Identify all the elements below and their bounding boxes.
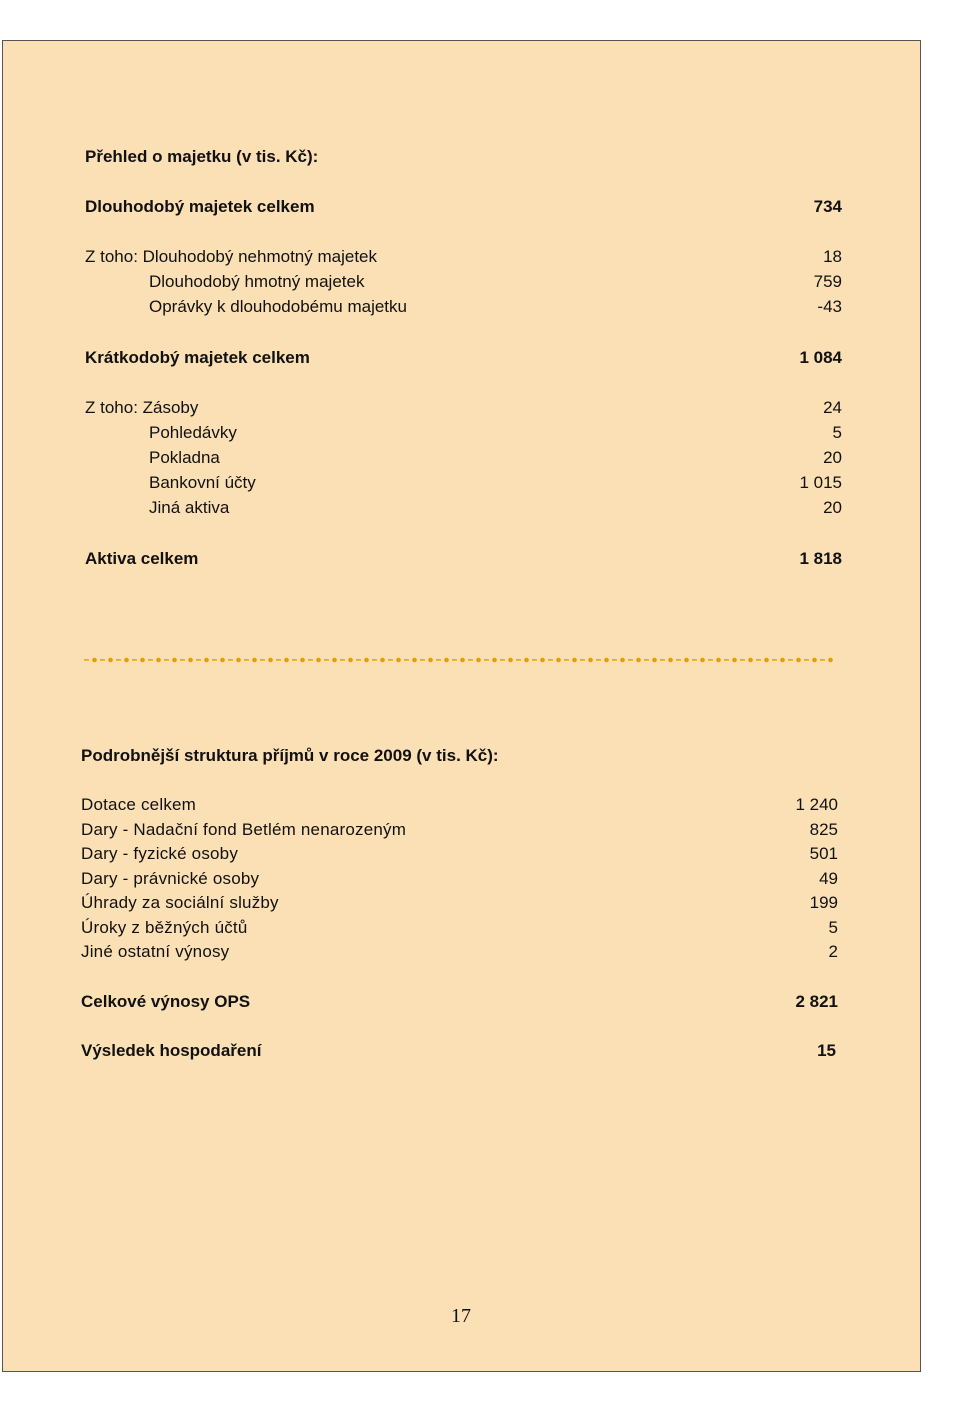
divider-dot: [588, 658, 593, 663]
income-item-label: Úroky z běžných účtů: [81, 918, 248, 937]
divider-dot: [620, 658, 625, 663]
divider-dash: [244, 659, 249, 660]
long-term-total-value: 734: [813, 197, 842, 216]
divider-dot: [348, 658, 353, 663]
divider-dash: [340, 659, 345, 660]
divider-dot: [444, 658, 449, 663]
income-item-label: Dary - Nadační fond Betlém nenarozeným: [81, 820, 407, 839]
divider-dash: [132, 659, 137, 660]
divider-dash: [804, 659, 809, 660]
divider-dot: [380, 658, 385, 663]
assets-total-label: Aktiva celkem: [85, 549, 199, 568]
divider-dot: [204, 658, 209, 663]
divider-dot: [748, 658, 753, 663]
divider-dash: [276, 659, 281, 660]
short-term-item-label: Pohledávky: [149, 423, 237, 442]
document-page: [2, 40, 921, 1372]
assets-total-value: 1 818: [799, 549, 842, 568]
divider-dot: [780, 658, 785, 663]
income-total-value: 2 821: [795, 992, 838, 1011]
divider-dot: [764, 658, 769, 663]
assets-title: Přehled o majetku (v tis. Kč):: [85, 147, 319, 166]
divider-dot: [604, 658, 609, 663]
page-number: 17: [451, 1305, 471, 1327]
divider-dot: [316, 658, 321, 663]
divider-dash: [756, 659, 761, 660]
income-item-value: 2: [828, 942, 838, 961]
divider-dot: [332, 658, 337, 663]
divider-dot: [684, 658, 689, 663]
divider-dot: [300, 658, 305, 663]
divider-dot: [556, 658, 561, 663]
short-term-item-value: 1 015: [799, 473, 842, 492]
income-item-value: 199: [809, 893, 838, 912]
divider-dot: [828, 658, 833, 663]
divider-dash: [628, 659, 633, 660]
divider-dash: [564, 659, 569, 660]
divider-dash: [772, 659, 777, 660]
divider-dash: [116, 659, 121, 660]
short-term-item-value: 5: [832, 423, 842, 442]
long-term-item-label: Z toho: Dlouhodobý nehmotný majetek: [85, 247, 378, 266]
divider-dot: [412, 658, 417, 663]
divider-dash: [676, 659, 681, 660]
divider-dash: [292, 659, 297, 660]
divider-dot: [188, 658, 193, 663]
divider-dash: [468, 659, 473, 660]
income-item-label: Dary - právnické osoby: [81, 869, 260, 888]
income-item-label: Dary - fyzické osoby: [81, 844, 239, 863]
divider-dot: [572, 658, 577, 663]
divider-dot: [524, 658, 529, 663]
income-title: Podrobnější struktura příjmů v roce 2009 (v tis. Kč):: [81, 746, 499, 765]
divider-dash: [196, 659, 201, 660]
divider-dash: [820, 659, 825, 660]
divider-dash: [212, 659, 217, 660]
divider-dot: [252, 658, 257, 663]
divider-dot: [812, 658, 817, 663]
divider-dash: [388, 659, 393, 660]
short-term-item-value: 20: [823, 498, 842, 517]
divider-dot: [636, 658, 641, 663]
divider-dot: [796, 658, 801, 663]
divider-dash: [404, 659, 409, 660]
short-term-total-value: 1 084: [799, 348, 842, 367]
divider-dash: [356, 659, 361, 660]
divider-dash: [260, 659, 265, 660]
income-item-label: Jiné ostatní výnosy: [81, 942, 230, 961]
divider-dot: [716, 658, 721, 663]
income-item-value: 825: [809, 820, 838, 839]
divider-dot: [364, 658, 369, 663]
divider-dash: [692, 659, 697, 660]
divider-dash: [660, 659, 665, 660]
divider-dash: [180, 659, 185, 660]
long-term-item-value: 759: [813, 272, 842, 291]
short-term-item-label: Z toho: Zásoby: [85, 398, 199, 417]
divider-dot: [428, 658, 433, 663]
income-item-label: Úhrady za sociální služby: [81, 893, 279, 912]
income-item-value: 5: [828, 918, 838, 937]
divider-dot: [540, 658, 545, 663]
divider-dot: [268, 658, 273, 663]
divider-dash: [548, 659, 553, 660]
long-term-item-label: Dlouhodobý hmotný majetek: [149, 272, 365, 291]
divider-dot: [652, 658, 657, 663]
divider-dash: [484, 659, 489, 660]
divider-dash: [532, 659, 537, 660]
income-item-label: Dotace celkem: [81, 795, 197, 814]
divider-dot: [732, 658, 737, 663]
long-term-item-value: 18: [823, 247, 842, 266]
divider-dash: [164, 659, 169, 660]
short-term-item-label: Bankovní účty: [149, 473, 256, 492]
divider-dot: [700, 658, 705, 663]
result-label: Výsledek hospodaření: [81, 1041, 262, 1060]
divider-dot: [396, 658, 401, 663]
divider-dash: [84, 659, 89, 660]
divider-dash: [436, 659, 441, 660]
divider-dash: [516, 659, 521, 660]
divider-dash: [500, 659, 505, 660]
divider-dot: [140, 658, 145, 663]
long-term-item-label: Oprávky k dlouhodobému majetku: [149, 297, 407, 316]
long-term-item-value: -43: [817, 297, 842, 316]
short-term-item-label: Pokladna: [149, 448, 220, 467]
divider-dash: [612, 659, 617, 660]
divider-dash: [308, 659, 313, 660]
divider-dash: [420, 659, 425, 660]
divider-dash: [372, 659, 377, 660]
income-item-value: 49: [819, 869, 838, 888]
divider-dash: [708, 659, 713, 660]
divider-dash: [148, 659, 153, 660]
divider-dash: [100, 659, 105, 660]
divider-dot: [156, 658, 161, 663]
decorative-divider: [82, 652, 834, 668]
short-term-item-label: Jiná aktiva: [149, 498, 230, 517]
divider-dot: [284, 658, 289, 663]
income-item-value: 1 240: [795, 795, 838, 814]
divider-dot: [220, 658, 225, 663]
divider-dash: [452, 659, 457, 660]
divider-dot: [236, 658, 241, 663]
divider-dot: [460, 658, 465, 663]
divider-dot: [92, 658, 97, 663]
divider-dash: [580, 659, 585, 660]
income-total-label: Celkové výnosy OPS: [81, 992, 251, 1011]
income-item-value: 501: [809, 844, 838, 863]
divider-dot: [172, 658, 177, 663]
long-term-total-label: Dlouhodobý majetek celkem: [85, 197, 315, 216]
divider-dash: [724, 659, 729, 660]
divider-dot: [476, 658, 481, 663]
short-term-total-label: Krátkodobý majetek celkem: [85, 348, 310, 367]
divider-dash: [788, 659, 793, 660]
divider-dash: [596, 659, 601, 660]
short-term-item-value: 24: [823, 398, 842, 417]
divider-dot: [124, 658, 129, 663]
divider-dash: [324, 659, 329, 660]
divider-dot: [668, 658, 673, 663]
result-value: 15: [817, 1041, 836, 1060]
divider-dash: [740, 659, 745, 660]
divider-dot: [508, 658, 513, 663]
divider-dash: [644, 659, 649, 660]
divider-dash: [228, 659, 233, 660]
divider-dot: [492, 658, 497, 663]
short-term-item-value: 20: [823, 448, 842, 467]
divider-dot: [108, 658, 113, 663]
